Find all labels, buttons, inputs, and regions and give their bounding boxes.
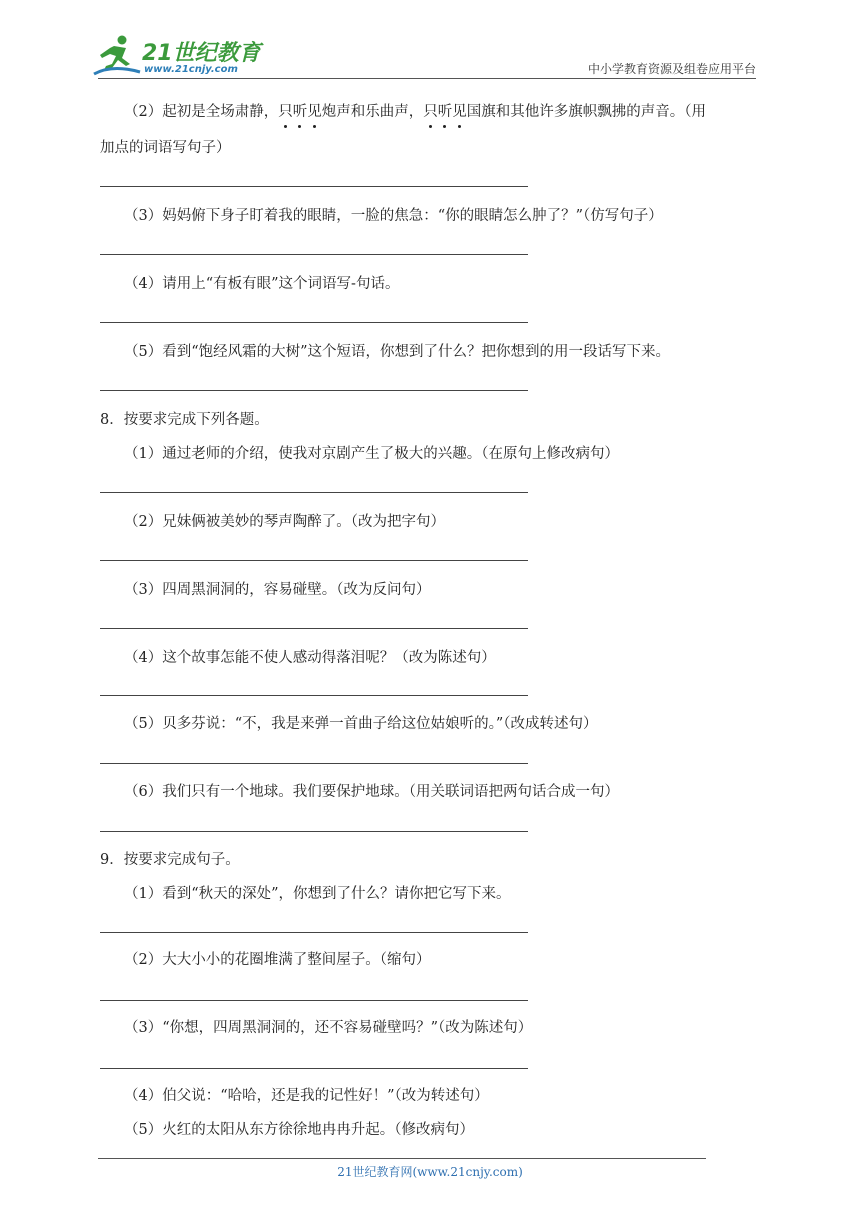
dotted-char: 只 <box>278 104 293 120</box>
answer-line[interactable] <box>100 390 528 391</box>
footer-divider <box>98 1158 706 1159</box>
q8-item-2: （2）兄妹俩被美妙的琴声陶醉了。（改为把字句） <box>124 514 445 530</box>
q7-item-4: （4）请用上“有板有眼”这个词语写-句话。 <box>124 276 400 292</box>
dotted-char: 只 <box>423 104 438 120</box>
q7-item-2-text-a: （2）起初是全场肃静， <box>124 104 279 120</box>
q8-item-1: （1）通过老师的介绍，使我对京剧产生了极大的兴趣。（在原句上修改病句） <box>124 446 619 462</box>
answer-line[interactable] <box>100 492 528 493</box>
footer-link[interactable]: 21世纪教育网(www.21cnjy.com) <box>337 1165 523 1179</box>
header-divider <box>98 78 756 79</box>
q9-item-2: （2）大大小小的花圈堆满了整间屋子。（缩句） <box>124 952 431 968</box>
q9-title: 9．按要求完成句子。 <box>100 852 240 868</box>
q9-item-5: （5）火红的太阳从东方徐徐地冉冉升起。（修改病句） <box>124 1122 474 1138</box>
answer-line[interactable] <box>100 932 528 933</box>
answer-line[interactable] <box>100 254 528 255</box>
answer-line[interactable] <box>100 1068 528 1069</box>
q7-item-5: （5）看到“饱经风霜的大树”这个短语，你想到了什么？把你想到的用一段话写下来。 <box>124 344 671 360</box>
q7-item-2 <box>124 102 706 122</box>
q8-title: 8．按要求完成下列各题。 <box>100 412 269 428</box>
q7-item-2-cont: 加点的词语写句子） <box>100 140 231 156</box>
answer-line[interactable] <box>100 560 528 561</box>
platform-name: 中小学教育资源及组卷应用平台 <box>587 62 756 76</box>
q7-item-3: （3）妈妈俯下身子盯着我的眼睛，一脸的焦急：“你的眼睛怎么肿了？”（仿写句子） <box>124 208 663 224</box>
answer-line[interactable] <box>100 322 528 323</box>
answer-line[interactable] <box>100 831 528 832</box>
q9-item-4: （4）伯父说：“哈哈，还是我的记性好！”（改为转述句） <box>124 1088 489 1104</box>
runner-logo-icon <box>92 34 144 78</box>
site-logo[interactable] <box>92 34 262 78</box>
q8-item-5: （5）贝多芬说：“不，我是来弹一首曲子给这位姑娘听的。”（改成转述句） <box>124 716 598 732</box>
q8-item-6: （6）我们只有一个地球。我们要保护地球。（用关联词语把两句话合成一句） <box>124 784 619 800</box>
q9-item-3: （3）“你想，四周黑洞洞的，还不容易碰壁吗？”（改为陈述句） <box>124 1020 533 1036</box>
dotted-char: 见 <box>307 104 322 120</box>
q7-item-2-text-b: 炮声和乐曲声， <box>321 104 424 120</box>
q7-item-2-text-c: 国旗和其他许多旗帜飘拂的声音。（用 <box>466 104 706 120</box>
logo-url: www.21cnjy.com <box>144 64 238 75</box>
answer-line[interactable] <box>100 695 528 696</box>
answer-line[interactable] <box>100 763 528 764</box>
logo-wordmark: 21世纪教育 <box>142 41 261 66</box>
q8-item-3: （3）四周黑洞洞的，容易碰壁。（改为反问句） <box>124 582 431 598</box>
answer-line[interactable] <box>100 186 528 187</box>
q9-item-1: （1）看到“秋天的深处”，你想到了什么？请你把它写下来。 <box>124 886 511 902</box>
dotted-char: 见 <box>452 104 467 120</box>
answer-line[interactable] <box>100 628 528 629</box>
page-header <box>0 0 860 80</box>
answer-line[interactable] <box>100 1000 528 1001</box>
dotted-char: 听 <box>292 104 308 120</box>
q8-item-4: （4）这个故事怎能不使人感动得落泪呢？（改为陈述句） <box>124 650 496 666</box>
dotted-char: 听 <box>437 104 453 120</box>
